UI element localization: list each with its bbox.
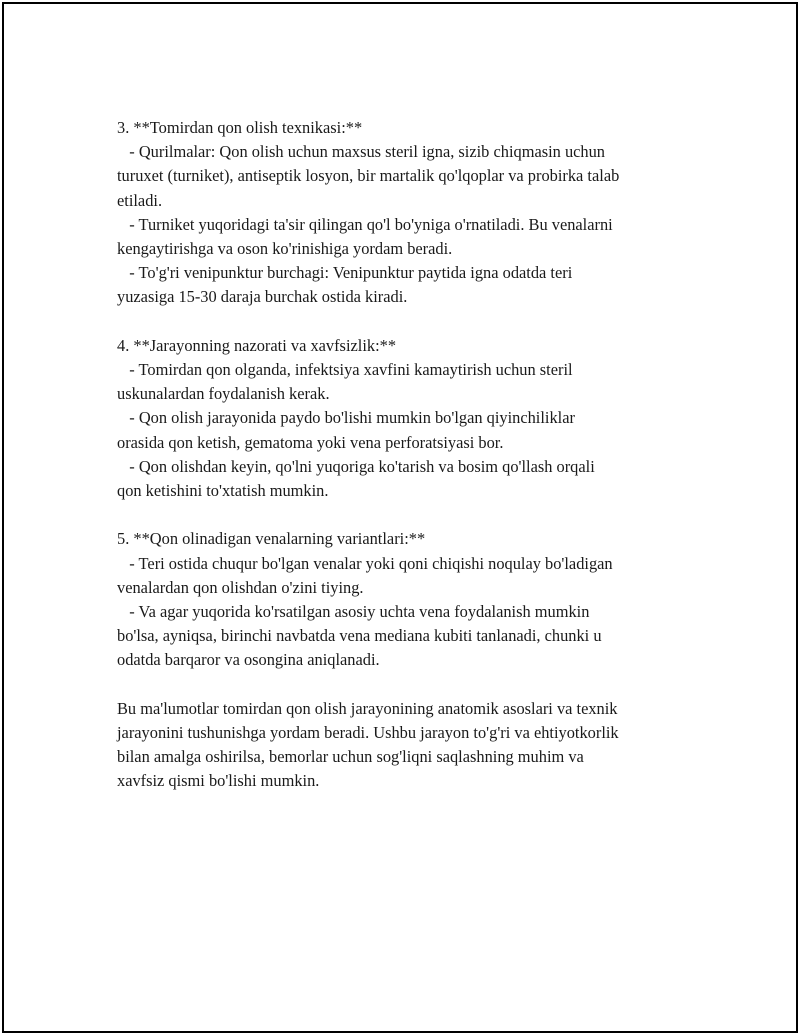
text-line: - Turniket yuqoridagi ta'sir qilingan qo'l bo'yniga o'rnatiladi. Bu venalarni	[117, 214, 613, 234]
text-line: - Qon olishdan keyin, qo'lni yuqoriga ko'tarish va bosim qo'llash orqali	[117, 456, 595, 476]
text-line: xavfsiz qismi bo'lishi mumkin.	[117, 771, 320, 791]
text-line: yuzasiga 15-30 daraja burchak ostida kiradi.	[117, 287, 408, 307]
text-line: - Tomirdan qon olganda, infektsiya xavfini kamaytirish uchun steril	[117, 360, 573, 380]
section-conclusion	[117, 697, 707, 794]
document-body	[117, 116, 707, 818]
text-line: odatda barqaror va osongina aniqlanadi.	[117, 650, 380, 670]
text-line: etiladi.	[117, 190, 163, 210]
section-heading: 5. **Qon olinadigan venalarning variantlari:**	[117, 529, 426, 549]
text-line: bo'lsa, ayniqsa, birinchi navbatda vena mediana kubiti tanlanadi, chunki u	[117, 626, 602, 646]
text-line: qon ketishini to'xtatish mumkin.	[117, 481, 329, 501]
section-technique	[117, 116, 707, 310]
text-line: - Qon olish jarayonida paydo bo'lishi mumkin bo'lgan qiyinchiliklar	[117, 408, 575, 428]
text-line: Bu ma'lumotlar tomirdan qon olish jarayonining anatomik asoslari va texnik	[117, 698, 618, 718]
text-line: kengaytirishga va oson ko'rinishiga yordam beradi.	[117, 239, 453, 259]
text-line: - Teri ostida chuqur bo'lgan venalar yoki qoni chiqishi noqulay bo'ladigan	[117, 553, 613, 573]
text-line: jarayonini tushunishga yordam beradi. Ushbu jarayon to'g'ri va ehtiyotkorlik	[117, 723, 619, 743]
text-line: - Va agar yuqorida ko'rsatilgan asosiy uchta vena foydalanish mumkin	[117, 602, 590, 622]
text-line: orasida qon ketish, gematoma yoki vena perforatsiyasi bor.	[117, 432, 504, 452]
section-heading: 4. **Jarayonning nazorati va xavfsizlik:**	[117, 335, 397, 355]
text-line: - To'g'ri venipunktur burchagi: Venipunktur paytida igna odatda teri	[117, 263, 573, 283]
section-heading: 3. **Tomirdan qon olish texnikasi:**	[117, 118, 363, 137]
text-line: uskunalardan foydalanish kerak.	[117, 384, 330, 404]
text-line: venalardan qon olishdan o'zini tiying.	[117, 577, 364, 597]
section-vein-options	[117, 527, 707, 672]
text-line: turuxet (turniket), antiseptik losyon, bir martalik qo'lqoplar va probirka talab	[117, 166, 620, 186]
text-line: - Qurilmalar: Qon olish uchun maxsus steril igna, sizib chiqmasin uchun	[117, 142, 605, 162]
section-safety	[117, 334, 707, 503]
text-line: bilan amalga oshirilsa, bemorlar uchun sog'liqni saqlashning muhim va	[117, 747, 584, 767]
